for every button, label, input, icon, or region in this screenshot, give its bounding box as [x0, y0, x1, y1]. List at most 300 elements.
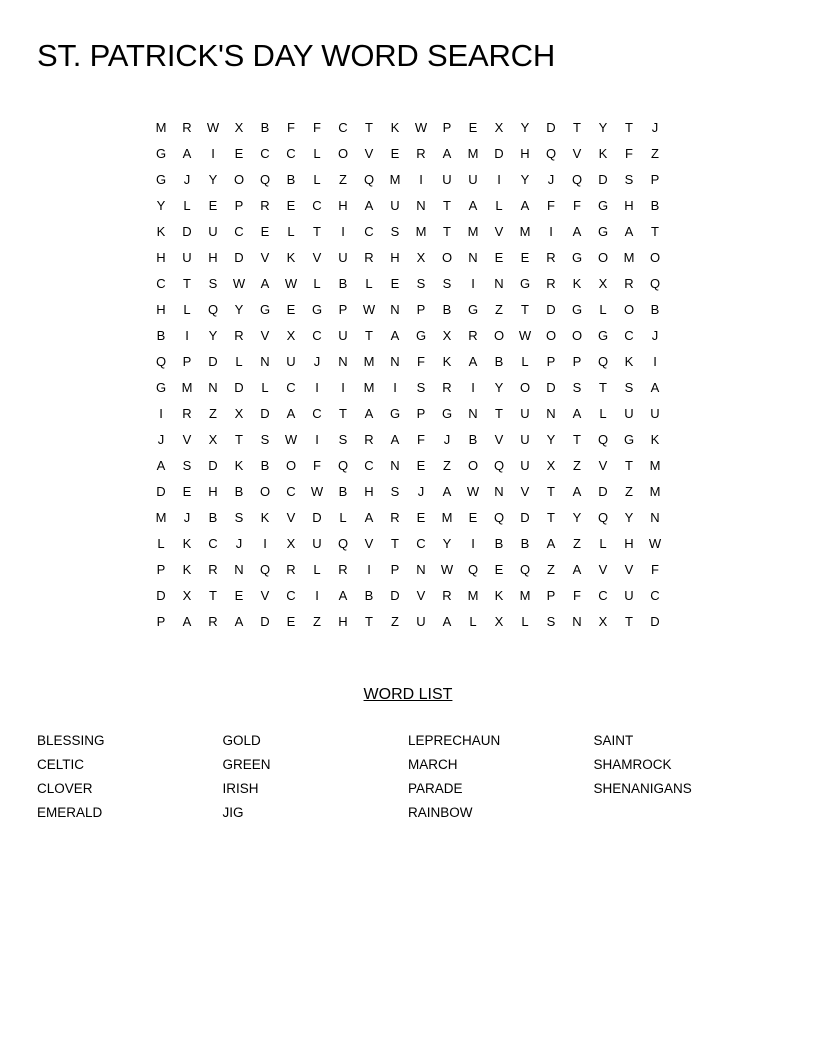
grid-letter: L: [313, 276, 321, 291]
grid-letter: V: [260, 588, 270, 603]
grid-letter: T: [573, 432, 581, 447]
grid-letter: G: [389, 406, 401, 421]
grid-letter: Q: [597, 354, 609, 369]
grid-letter: Z: [391, 614, 399, 629]
grid-letter: A: [364, 510, 374, 525]
grid-letter: R: [182, 406, 192, 421]
grid-letter: N: [338, 354, 348, 369]
grid-letter: D: [598, 172, 608, 187]
grid-letter: U: [182, 250, 192, 265]
grid-letter: Z: [573, 536, 581, 551]
grid-letter: I: [315, 588, 319, 603]
grid-letter: O: [233, 172, 245, 187]
grid-letter: N: [390, 302, 400, 317]
grid-letter: O: [259, 484, 271, 499]
grid-letter: O: [649, 250, 661, 265]
grid-letter: K: [442, 354, 452, 369]
page-title: ST. PATRICK'S DAY WORD SEARCH: [37, 38, 556, 73]
grid-letter: T: [625, 614, 633, 629]
grid-letter: K: [234, 458, 244, 473]
word-list-item: EMERALD: [37, 805, 103, 820]
grid-letter: I: [341, 224, 345, 239]
grid-letter: A: [572, 224, 582, 239]
grid-letter: G: [571, 302, 583, 317]
grid-letter: C: [260, 146, 270, 161]
grid-letter: V: [260, 250, 270, 265]
grid-letter: G: [597, 224, 609, 239]
grid-letter: E: [416, 458, 426, 473]
grid-letter: G: [259, 302, 271, 317]
grid-letter: G: [311, 302, 323, 317]
grid-letter: V: [182, 432, 192, 447]
grid-letter: V: [598, 458, 608, 473]
grid-letter: E: [468, 510, 478, 525]
grid-letter: L: [599, 406, 607, 421]
grid-letter: E: [468, 120, 478, 135]
grid-letter: Z: [313, 614, 321, 629]
grid-letter: W: [284, 276, 298, 291]
grid-letter: U: [520, 406, 530, 421]
grid-letter: S: [416, 380, 426, 395]
grid-letter: Y: [624, 510, 634, 525]
grid-letter: B: [650, 302, 660, 317]
grid-letter: E: [182, 484, 192, 499]
grid-letter: R: [546, 276, 556, 291]
grid-row: [148, 323, 668, 349]
grid-letter: D: [260, 406, 270, 421]
grid-letter: U: [390, 198, 400, 213]
grid-letter: C: [364, 458, 374, 473]
grid-letter: T: [495, 406, 503, 421]
grid-letter: C: [650, 588, 660, 603]
grid-letter: G: [519, 276, 531, 291]
grid-letter: T: [599, 380, 607, 395]
grid-letter: V: [494, 432, 504, 447]
grid-letter: Q: [207, 302, 219, 317]
grid-letter: H: [156, 302, 166, 317]
grid-letter: T: [235, 432, 243, 447]
grid-letter: E: [520, 250, 530, 265]
grid-letter: L: [469, 614, 477, 629]
grid-letter: N: [572, 614, 582, 629]
grid-letter: A: [520, 198, 530, 213]
grid-letter: J: [235, 536, 243, 551]
grid-letter: S: [260, 432, 270, 447]
grid-letter: L: [339, 510, 347, 525]
grid-letter: O: [623, 302, 635, 317]
grid-letter: Y: [572, 510, 582, 525]
grid-letter: L: [183, 198, 191, 213]
grid-letter: R: [390, 510, 400, 525]
grid-letter: R: [364, 250, 374, 265]
grid-letter: N: [234, 562, 244, 577]
grid-letter: L: [365, 276, 373, 291]
grid-letter: E: [494, 250, 504, 265]
grid-letter: S: [624, 380, 634, 395]
grid-letter: R: [208, 614, 218, 629]
grid-letter: A: [156, 458, 166, 473]
grid-letter: N: [260, 354, 270, 369]
grid-letter: O: [441, 250, 453, 265]
grid-letter: I: [185, 328, 189, 343]
grid-letter: X: [208, 432, 218, 447]
grid-letter: O: [467, 458, 479, 473]
grid-letter: I: [211, 146, 215, 161]
grid-letter: J: [183, 510, 191, 525]
grid-letter: X: [234, 120, 244, 135]
grid-letter: T: [521, 302, 529, 317]
grid-letter: T: [625, 458, 633, 473]
grid-letter: P: [546, 588, 556, 603]
grid-letter: G: [415, 328, 427, 343]
grid-letter: D: [546, 380, 556, 395]
grid-letter: S: [546, 614, 556, 629]
grid-letter: R: [234, 328, 244, 343]
grid-letter: M: [467, 588, 479, 603]
grid-letter: U: [468, 172, 478, 187]
grid-row: [148, 557, 668, 583]
grid-letter: I: [549, 224, 553, 239]
grid-letter: Y: [156, 198, 166, 213]
grid-letter: C: [234, 224, 244, 239]
grid-letter: V: [494, 224, 504, 239]
grid-letter: K: [390, 120, 400, 135]
grid-letter: D: [156, 484, 166, 499]
grid-letter: N: [468, 406, 478, 421]
grid-letter: U: [286, 354, 296, 369]
grid-letter: I: [653, 354, 657, 369]
grid-letter: Y: [520, 172, 530, 187]
grid-letter: U: [338, 328, 348, 343]
grid-row: [148, 271, 668, 297]
grid-letter: V: [364, 536, 374, 551]
grid-letter: T: [365, 120, 373, 135]
grid-letter: A: [286, 406, 296, 421]
grid-letter: F: [287, 120, 295, 135]
grid-letter: D: [208, 458, 218, 473]
grid-letter: I: [471, 536, 475, 551]
grid-letter: I: [419, 172, 423, 187]
grid-row: [148, 141, 668, 167]
grid-letter: U: [208, 224, 218, 239]
grid-letter: M: [363, 380, 375, 395]
grid-letter: Z: [625, 484, 633, 499]
grid-letter: V: [416, 588, 426, 603]
grid-letter: U: [312, 536, 322, 551]
grid-letter: Q: [493, 510, 505, 525]
grid-letter: R: [416, 146, 426, 161]
grid-letter: A: [442, 614, 452, 629]
grid-letter: K: [598, 146, 608, 161]
grid-letter: Q: [545, 146, 557, 161]
grid-row: [148, 609, 668, 635]
grid-letter: A: [572, 406, 582, 421]
grid-letter: A: [182, 614, 192, 629]
grid-letter: M: [623, 250, 635, 265]
grid-row: [148, 505, 668, 531]
grid-letter: C: [416, 536, 426, 551]
grid-letter: U: [624, 588, 634, 603]
grid-letter: N: [416, 198, 426, 213]
grid-letter: Q: [597, 432, 609, 447]
grid-letter: I: [159, 406, 163, 421]
grid-letter: D: [598, 484, 608, 499]
grid-letter: J: [651, 120, 659, 135]
grid-letter: T: [443, 198, 451, 213]
grid-letter: D: [182, 224, 192, 239]
grid-letter: X: [234, 406, 244, 421]
word-list-item: BLESSING: [37, 733, 105, 748]
grid-letter: W: [518, 328, 532, 343]
grid-letter: W: [440, 562, 454, 577]
grid-letter: P: [234, 198, 244, 213]
grid-letter: A: [650, 380, 660, 395]
grid-letter: G: [571, 250, 583, 265]
grid-letter: M: [415, 224, 427, 239]
grid-letter: T: [209, 588, 217, 603]
grid-letter: A: [364, 406, 374, 421]
word-list-item: SHAMROCK: [593, 757, 672, 772]
grid-letter: N: [208, 380, 218, 395]
grid-letter: C: [312, 328, 322, 343]
word-list-item: IRISH: [222, 781, 259, 796]
grid-letter: W: [362, 302, 376, 317]
grid-row: [148, 427, 668, 453]
grid-letter: P: [416, 302, 426, 317]
grid-letter: Q: [337, 458, 349, 473]
grid-letter: B: [208, 510, 218, 525]
grid-letter: P: [338, 302, 348, 317]
grid-letter: R: [182, 120, 192, 135]
grid-letter: M: [363, 354, 375, 369]
grid-letter: E: [286, 614, 296, 629]
grid-letter: P: [650, 172, 660, 187]
grid-letter: E: [390, 146, 400, 161]
grid-letter: O: [571, 328, 583, 343]
grid-letter: K: [286, 250, 296, 265]
word-list-item: CELTIC: [37, 757, 85, 772]
grid-letter: J: [443, 432, 451, 447]
grid-letter: S: [208, 276, 218, 291]
grid-letter: U: [650, 406, 660, 421]
grid-letter: V: [572, 146, 582, 161]
grid-letter: Q: [571, 172, 583, 187]
grid-letter: X: [182, 588, 192, 603]
grid-letter: F: [651, 562, 659, 577]
word-list-column: [223, 729, 409, 825]
grid-letter: C: [286, 484, 296, 499]
grid-letter: Z: [339, 172, 347, 187]
grid-letter: J: [157, 432, 165, 447]
grid-letter: B: [650, 198, 660, 213]
word-list-column: [37, 729, 223, 825]
grid-letter: U: [624, 406, 634, 421]
grid-letter: Y: [208, 172, 218, 187]
grid-letter: S: [624, 172, 634, 187]
grid-letter: A: [546, 536, 556, 551]
grid-letter: I: [471, 380, 475, 395]
grid-letter: E: [234, 146, 244, 161]
grid-letter: V: [364, 146, 374, 161]
grid-letter: O: [597, 250, 609, 265]
grid-letter: P: [416, 406, 426, 421]
grid-letter: G: [597, 328, 609, 343]
grid-letter: A: [390, 432, 400, 447]
grid-letter: D: [494, 146, 504, 161]
grid-letter: V: [624, 562, 634, 577]
grid-letter: X: [546, 458, 556, 473]
grid-letter: E: [208, 198, 218, 213]
grid-letter: R: [260, 198, 270, 213]
grid-letter: Z: [209, 406, 217, 421]
grid-letter: B: [234, 484, 244, 499]
grid-letter: L: [521, 354, 529, 369]
grid-letter: D: [650, 614, 660, 629]
grid-letter: A: [364, 198, 374, 213]
grid-letter: T: [573, 120, 581, 135]
grid-letter: L: [313, 172, 321, 187]
grid-letter: B: [494, 354, 504, 369]
grid-letter: B: [338, 276, 348, 291]
grid-letter: Z: [443, 458, 451, 473]
grid-letter: K: [182, 562, 192, 577]
grid-letter: T: [443, 224, 451, 239]
grid-letter: U: [338, 250, 348, 265]
grid-letter: A: [260, 276, 270, 291]
grid-letter: D: [156, 588, 166, 603]
word-list-item: SHENANIGANS: [593, 781, 692, 796]
grid-letter: S: [416, 276, 426, 291]
grid-letter: U: [416, 614, 426, 629]
word-list-item: SAINT: [593, 733, 634, 748]
grid-letter: R: [468, 328, 478, 343]
grid-letter: L: [183, 302, 191, 317]
grid-letter: Q: [363, 172, 375, 187]
grid-letter: N: [416, 562, 426, 577]
grid-letter: L: [599, 536, 607, 551]
grid-letter: Q: [259, 562, 271, 577]
grid-letter: P: [156, 614, 166, 629]
grid-letter: T: [651, 224, 659, 239]
grid-letter: R: [364, 432, 374, 447]
grid-letter: T: [365, 614, 373, 629]
grid-letter: J: [313, 354, 321, 369]
grid-letter: C: [286, 146, 296, 161]
grid-letter: H: [364, 484, 374, 499]
grid-letter: X: [416, 250, 426, 265]
grid-letter: X: [494, 120, 504, 135]
grid-letter: L: [521, 614, 529, 629]
grid-letter: Z: [573, 458, 581, 473]
grid-letter: K: [650, 432, 660, 447]
word-list-heading: WORD LIST: [363, 686, 453, 703]
grid-letter: V: [598, 562, 608, 577]
grid-letter: R: [624, 276, 634, 291]
grid-letter: C: [286, 380, 296, 395]
grid-letter: H: [338, 198, 348, 213]
grid-letter: R: [286, 562, 296, 577]
grid-letter: X: [598, 614, 608, 629]
grid-letter: I: [367, 562, 371, 577]
grid-letter: H: [338, 614, 348, 629]
grid-letter: A: [468, 354, 478, 369]
grid-letter: J: [651, 328, 659, 343]
grid-letter: K: [156, 224, 166, 239]
grid-letter: Z: [495, 302, 503, 317]
grid-letter: E: [494, 562, 504, 577]
word-list-item: GOLD: [222, 733, 261, 748]
grid-letter: W: [310, 484, 324, 499]
grid-letter: U: [442, 172, 452, 187]
grid-letter: B: [286, 172, 296, 187]
grid-letter: S: [390, 484, 400, 499]
grid-letter: H: [156, 250, 166, 265]
grid-letter: L: [495, 198, 503, 213]
grid-letter: B: [260, 458, 270, 473]
grid-letter: W: [414, 120, 428, 135]
grid-letter: X: [286, 328, 296, 343]
grid-letter: H: [624, 198, 634, 213]
grid-letter: G: [597, 198, 609, 213]
grid-letter: P: [546, 354, 556, 369]
grid-letter: S: [572, 380, 582, 395]
grid-letter: B: [338, 484, 348, 499]
grid-letter: Z: [547, 562, 555, 577]
grid-letter: I: [315, 380, 319, 395]
grid-letter: P: [182, 354, 192, 369]
grid-row: [148, 115, 668, 141]
grid-letter: E: [286, 198, 296, 213]
grid-letter: L: [313, 146, 321, 161]
grid-letter: N: [546, 406, 556, 421]
grid-row: [148, 193, 668, 219]
grid-letter: Q: [597, 510, 609, 525]
grid-letter: T: [547, 510, 555, 525]
grid-letter: Q: [155, 354, 167, 369]
grid-row: [148, 297, 668, 323]
grid-letter: D: [234, 250, 244, 265]
grid-letter: J: [547, 172, 555, 187]
grid-letter: I: [315, 432, 319, 447]
grid-letter: D: [546, 120, 556, 135]
grid-letter: B: [156, 328, 166, 343]
grid-letter: A: [338, 588, 348, 603]
grid-letter: C: [624, 328, 634, 343]
grid-letter: P: [442, 120, 452, 135]
grid-letter: W: [206, 120, 220, 135]
grid-letter: N: [468, 250, 478, 265]
grid-letter: K: [572, 276, 582, 291]
grid-letter: B: [364, 588, 374, 603]
grid-letter: V: [520, 484, 530, 499]
grid-letter: D: [234, 380, 244, 395]
grid-letter: Y: [234, 302, 244, 317]
grid-letter: T: [313, 224, 321, 239]
grid-letter: F: [417, 354, 425, 369]
grid-letter: R: [546, 250, 556, 265]
grid-letter: D: [390, 588, 400, 603]
grid-letter: T: [391, 536, 399, 551]
grid-letter: O: [519, 380, 531, 395]
grid-letter: L: [313, 562, 321, 577]
grid-letter: B: [494, 536, 504, 551]
grid-letter: B: [442, 302, 452, 317]
grid-letter: M: [181, 380, 193, 395]
grid-letter: E: [416, 510, 426, 525]
grid-letter: B: [520, 536, 530, 551]
grid-letter: D: [520, 510, 530, 525]
grid-letter: A: [468, 198, 478, 213]
